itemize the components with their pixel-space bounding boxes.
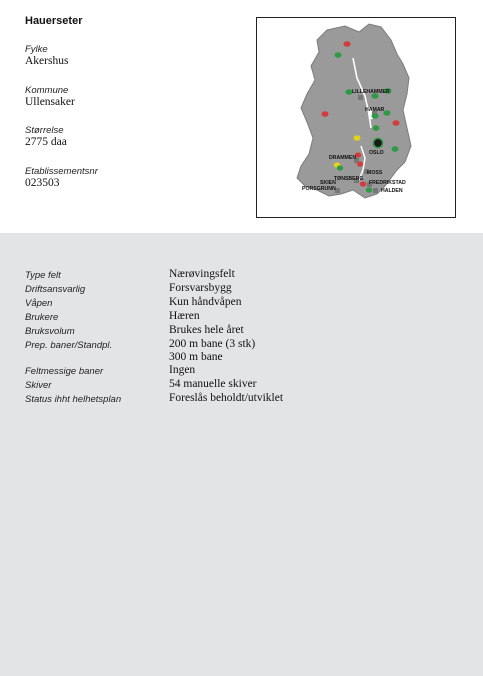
detail-row-status — [25, 392, 283, 406]
brukere-label: Brukere — [25, 312, 59, 323]
detail-row-brukere — [25, 310, 283, 324]
marker-red — [357, 161, 363, 166]
marker-current-location — [373, 138, 382, 147]
skiver-value: 54 manuelle skiver — [169, 378, 257, 390]
city-label-tonsberg: TØNSBERG — [334, 176, 364, 182]
etablissementsnr-value: 023503 — [25, 177, 60, 189]
storrelse-value: 2775 daa — [25, 136, 67, 148]
marker-green — [373, 125, 380, 131]
storrelse-label: Størrelse — [25, 125, 64, 136]
fylke-label: Fylke — [25, 44, 48, 55]
details-table — [25, 268, 283, 406]
marker-red — [344, 41, 351, 47]
status-label: Status ihht helhetsplan — [25, 394, 122, 405]
type-felt-label: Type felt — [25, 270, 61, 281]
etablissementsnr-label: Etablissementsnr — [25, 166, 98, 177]
feltmessige-baner-label: Feltmessige baner — [25, 366, 104, 377]
vapen-value: Kun håndvåpen — [169, 296, 242, 308]
city-label-skien: SKIEN — [320, 180, 336, 186]
driftsansvarlig-label: Driftsansvarlig — [25, 284, 86, 295]
skiver-label: Skiver — [25, 380, 52, 391]
fylke-field — [25, 44, 68, 68]
city-marker-lillehammer — [358, 95, 363, 100]
storrelse-field — [25, 125, 67, 149]
location-map — [256, 17, 456, 218]
driftsansvarlig-value: Forsvarsbygg — [169, 282, 232, 294]
details-panel — [0, 233, 483, 676]
kommune-label: Kommune — [25, 85, 69, 96]
region-map-svg — [257, 18, 455, 217]
city-label-drammen: DRAMMEN — [329, 155, 357, 161]
kommune-value: Ullensaker — [25, 96, 75, 108]
type-felt-value: Nærøvingsfelt — [169, 268, 235, 280]
marker-green — [384, 110, 391, 116]
city-label-lillehammer: LILLEHAMMER — [352, 89, 390, 95]
marker-green — [392, 146, 399, 152]
city-label-hamar: HAMAR — [365, 107, 385, 113]
city-label-halden: HALDEN — [381, 188, 403, 194]
marker-green — [337, 165, 343, 170]
prep-baner-value-1: 200 m bane (3 stk) — [169, 338, 256, 350]
marker-red — [322, 111, 329, 117]
marker-red — [393, 120, 400, 126]
bruksvolum-value: Brukes hele året — [169, 324, 244, 336]
vapen-label: Våpen — [25, 298, 53, 309]
marker-green — [366, 187, 372, 192]
marker-green — [372, 113, 379, 119]
detail-row-feltmessige-baner — [25, 364, 283, 378]
fylke-value: Akershus — [25, 55, 69, 67]
city-label-oslo: OSLO — [369, 150, 384, 156]
detail-row-bruksvolum — [25, 324, 283, 338]
etablissementsnr-field — [25, 166, 98, 190]
detail-row-type-felt — [25, 268, 283, 282]
marker-green — [335, 52, 342, 58]
city-label-moss: MOSS — [367, 170, 383, 176]
status-value: Foreslås beholdt/utviklet — [169, 392, 284, 404]
kommune-field — [25, 85, 75, 109]
region-shape — [297, 24, 411, 198]
header-panel — [0, 0, 483, 233]
city-marker-halden — [373, 188, 378, 193]
detail-row-driftsansvarlig — [25, 282, 283, 296]
city-label-fredrikstad: FREDRIKSTAD — [369, 180, 406, 186]
detail-row-prep-baner — [25, 338, 283, 364]
marker-yellow — [354, 135, 361, 141]
brukere-value: Hæren — [169, 310, 200, 322]
marker-red — [360, 181, 366, 186]
prep-baner-value-2: 300 m bane — [169, 351, 223, 363]
prep-baner-label: Prep. baner/Standpl. — [25, 340, 113, 351]
detail-row-vapen — [25, 296, 283, 310]
detail-row-skiver — [25, 378, 283, 392]
city-label-porsgrunn: PORSGRUNN — [302, 186, 336, 192]
prep-baner-values — [169, 338, 255, 364]
city-marker-skien — [335, 188, 340, 193]
feltmessige-baner-value: Ingen — [169, 364, 196, 376]
bruksvolum-label: Bruksvolum — [25, 326, 75, 337]
page-title: Hauerseter — [25, 15, 83, 27]
